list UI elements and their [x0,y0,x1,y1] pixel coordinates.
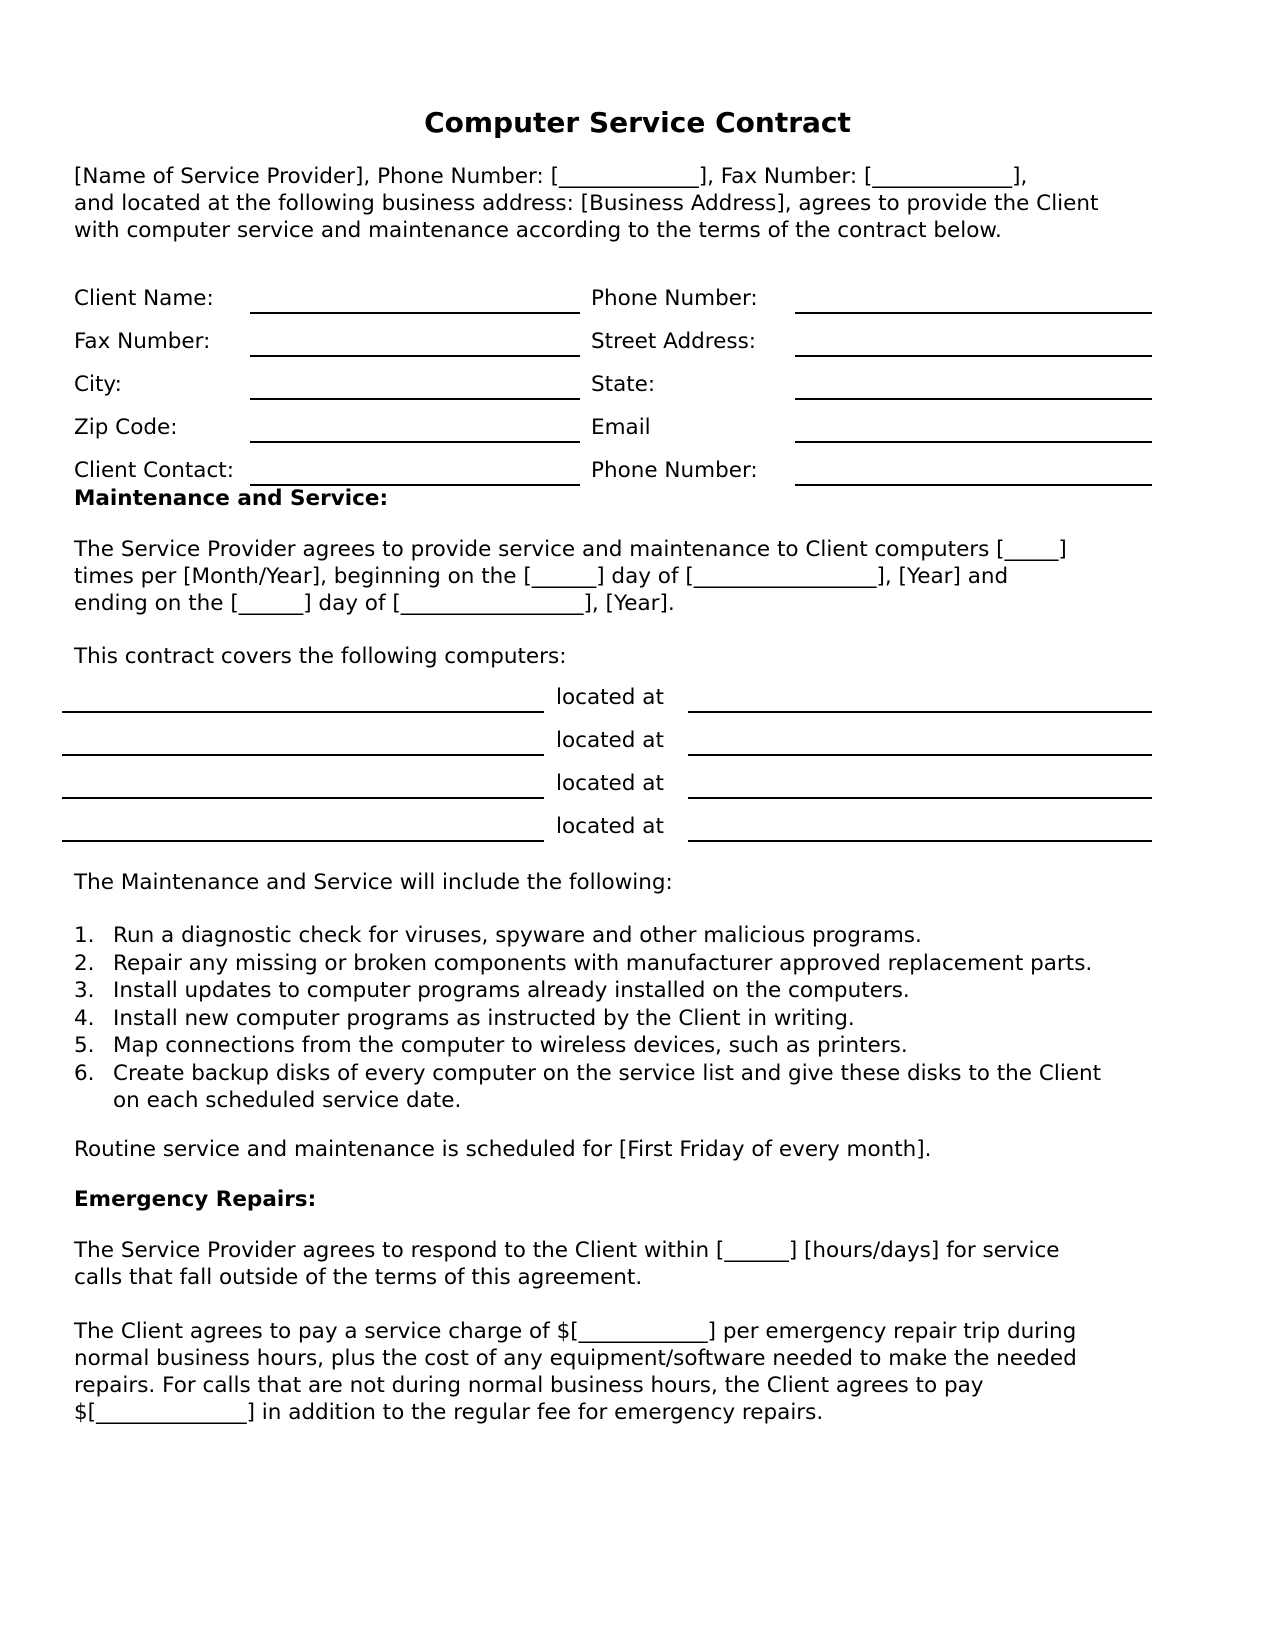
maintenance-line-3: ending on the [______] day of [_________________], [Year]. [74,591,675,616]
emergency-charge-line-2: normal business hours, plus the cost of any equipment/software needed to make the needed [74,1346,1077,1371]
city-field[interactable] [250,398,580,400]
location-field-2[interactable] [688,754,1152,756]
client-contact-label: Client Contact: [74,458,234,483]
service-item: 6. Create backup disks of every computer on the service list and give these disks to the Client on each scheduled service date. [74,1060,1102,1113]
emergency-response-line-1: The Service Provider agrees to respond to the Client within [______] [hours/days] for service [74,1238,1060,1263]
intro-line-1: [Name of Service Provider], Phone Number: [_____________], Fax Number: [_____________], [74,164,1028,189]
emergency-heading: Emergency Repairs: [74,1187,317,1212]
computers-intro: This contract covers the following computers: [74,644,567,669]
computer-field-3[interactable] [62,797,544,799]
zip-code-label: Zip Code: [74,415,178,440]
contact-phone-label: Phone Number: [591,458,758,483]
computer-field-2[interactable] [62,754,544,756]
located-at-label-1: located at [556,685,664,710]
located-at-label-3: located at [556,771,664,796]
maintenance-line-1: The Service Provider agrees to provide service and maintenance to Client computers [_____] [74,537,1067,562]
city-label: City: [74,372,122,397]
state-field[interactable] [795,398,1152,400]
street-address-field[interactable] [795,355,1152,357]
fax-number-field[interactable] [250,355,580,357]
fax-number-label: Fax Number: [74,329,211,354]
email-label: Email [591,415,651,440]
email-field[interactable] [795,441,1152,443]
computer-field-4[interactable] [62,840,544,842]
service-items-list [74,922,1134,1115]
emergency-charge-line-3: repairs. For calls that are not during normal business hours, the Client agrees to pay [74,1373,984,1398]
service-item: 4. Install new computer programs as instructed by the Client in writing. [74,1005,855,1031]
emergency-response-line-2: calls that fall outside of the terms of this agreement. [74,1265,643,1290]
schedule-text: Routine service and maintenance is scheduled for [First Friday of every month]. [74,1137,932,1162]
phone-number-label: Phone Number: [591,286,758,311]
intro-line-3: with computer service and maintenance according to the terms of the contract below. [74,218,1002,243]
location-field-1[interactable] [688,711,1152,713]
service-item: 5. Map connections from the computer to wireless devices, such as printers. [74,1033,908,1058]
street-address-label: Street Address: [591,329,757,354]
client-name-field[interactable] [250,312,580,314]
state-label: State: [591,372,656,397]
emergency-charge-line-4: $[______________] in addition to the regular fee for emergency repairs. [74,1400,824,1425]
document-title: Computer Service Contract [424,106,851,139]
maintenance-line-2: times per [Month/Year], beginning on the [______] day of [_________________], [Year] and [74,564,1009,589]
service-item: 2. Repair any missing or broken components with manufacturer approved replacement parts. [74,950,1093,976]
includes-intro: The Maintenance and Service will include the following: [74,870,673,895]
location-field-3[interactable] [688,797,1152,799]
emergency-charge-line-1: The Client agrees to pay a service charge of $[____________] per emergency repair trip during [74,1319,1077,1344]
contact-phone-field[interactable] [795,484,1152,486]
intro-line-2: and located at the following business address: [Business Address], agrees to provide the Client [74,191,1099,216]
zip-code-field[interactable] [250,441,580,443]
computer-field-1[interactable] [62,711,544,713]
phone-number-field[interactable] [795,312,1152,314]
client-name-label: Client Name: [74,286,214,311]
service-item: 1. Run a diagnostic check for viruses, spyware and other malicious programs. [74,923,922,948]
location-field-4[interactable] [688,840,1152,842]
located-at-label-4: located at [556,814,664,839]
located-at-label-2: located at [556,728,664,753]
service-item: 3. Install updates to computer programs already installed on the computers. [74,978,910,1003]
maintenance-heading: Maintenance and Service: [74,486,389,511]
